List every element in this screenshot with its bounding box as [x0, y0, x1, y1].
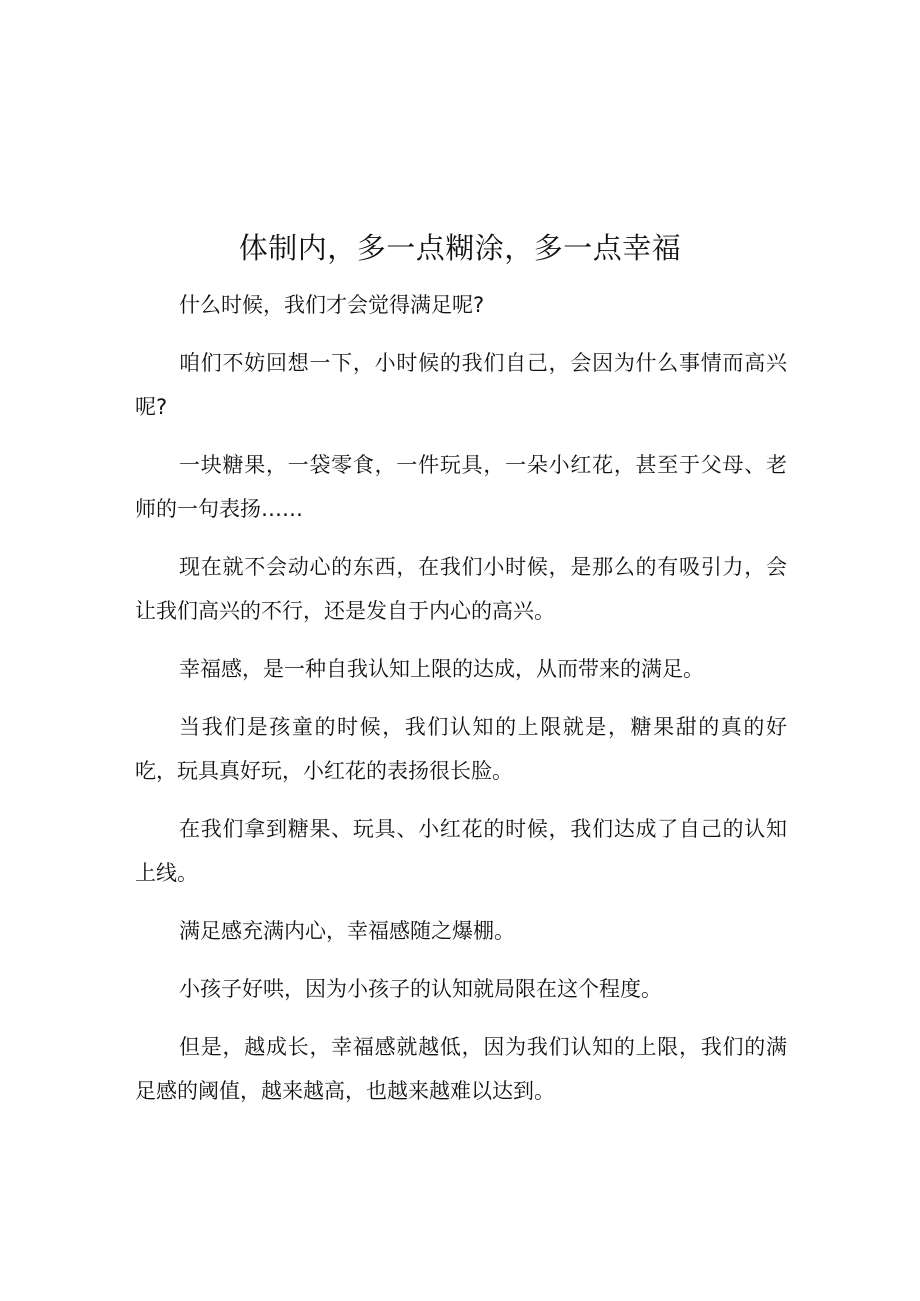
document-title: 体制内，多一点糊涂，多一点幸福 — [238, 231, 682, 265]
paragraph: 在我们拿到糖果、玩具、小红花的时候，我们达成了自己的认知上线。 — [135, 817, 787, 885]
paragraph: 一块糖果，一袋零食，一件玩具，一朵小红花，甚至于父母、老师的一句表扬…… — [135, 453, 787, 521]
paragraph: 但是，越成长，幸福感就越低，因为我们认知的上限，我们的满足感的阈值，越来越高，也越来越难以达到。 — [135, 1035, 787, 1103]
paragraph: 幸福感，是一种自我认知上限的达成，从而带来的满足。 — [179, 657, 704, 681]
paragraph: 什么时候，我们才会觉得满足呢? — [179, 293, 485, 317]
paragraph: 满足感充满内心，幸福感随之爆棚。 — [179, 919, 515, 943]
document-body — [135, 283, 787, 1127]
paragraph: 小孩子好哄，因为小孩子的认知就局限在这个程度。 — [179, 977, 662, 1001]
paragraph: 咱们不妨回想一下，小时候的我们自己，会因为什么事情而高兴呢? — [135, 351, 787, 419]
paragraph: 现在就不会动心的东西，在我们小时候，是那么的有吸引力，会让我们高兴的不行，还是发自于内心的高兴。 — [135, 555, 787, 623]
paragraph: 当我们是孩童的时候，我们认知的上限就是，糖果甜的真的好吃，玩具真好玩，小红花的表扬很长脸。 — [135, 715, 787, 783]
